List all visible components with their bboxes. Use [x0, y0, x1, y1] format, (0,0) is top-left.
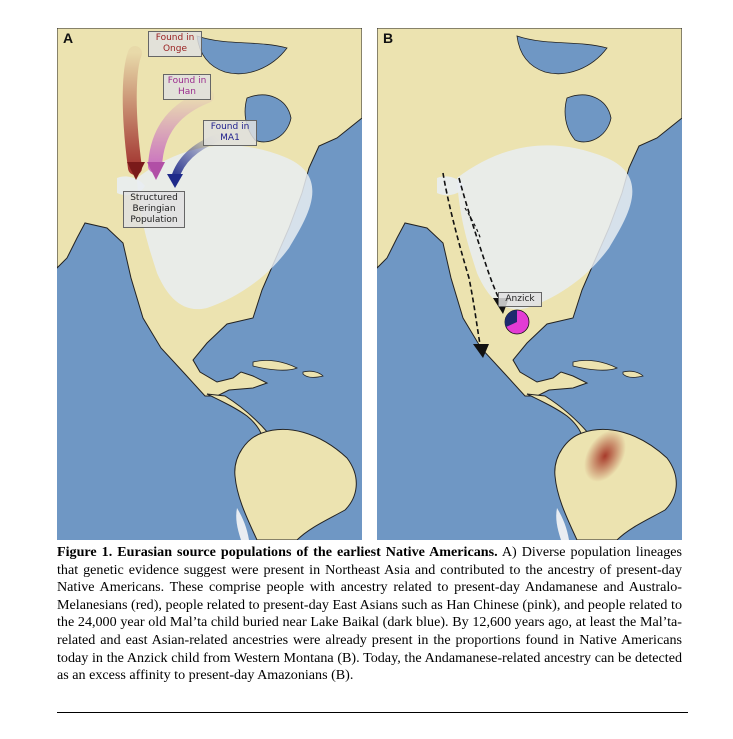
americas-map-b — [377, 28, 682, 540]
central-america — [527, 394, 589, 438]
found-in-han-label: Found in Han — [163, 74, 211, 100]
americas-map-a — [57, 28, 362, 540]
map-panel-b — [377, 28, 682, 540]
found-in-onge-label: Found in Onge — [148, 31, 202, 57]
hispaniola — [303, 371, 323, 377]
caption-divider — [57, 712, 688, 713]
central-america — [207, 394, 269, 438]
found-in-ma1-label: Found in MA1 — [203, 120, 257, 146]
hispaniola — [623, 371, 643, 377]
cuba — [573, 360, 617, 370]
figure-caption — [57, 544, 682, 685]
cuba — [253, 360, 297, 370]
ice-sheet — [457, 145, 632, 309]
south-america-land — [235, 429, 356, 540]
panel-letter-a: A — [63, 30, 74, 46]
anzick-label: Anzick — [498, 292, 542, 307]
panel-letter-b: B — [383, 30, 394, 46]
caption-lead: Figure 1. Eurasian source populations of the earliest Native Americans. — [57, 544, 498, 560]
structured-beringian-label: Structured Beringian Population — [123, 191, 185, 228]
map-panel-a — [57, 28, 362, 540]
caption-text: A) Diverse population lineages that genetic evidence suggest were present in Northeast Asia and contributed to the ancestry of present-day Native Americans. These comprise people with ancestry related to present-day Andamanese and Australo-Melanesians (red), people related to present-day East Asians such as Han Chinese (pink), and people related to the 24,000 year old Mal’ta child buried near Lake Baikal (dark blue). By 12,600 years ago, at least the Mal’ta-related and east Asian-related ancestries were already present in the proportions found in Native Americans today in the Anzick child from Western Montana (B). Today, the Andamanese-related ancestry can be detected as an excess affinity to present-day Amazonians (B). — [57, 544, 682, 684]
onge-arrow — [130, 53, 135, 168]
